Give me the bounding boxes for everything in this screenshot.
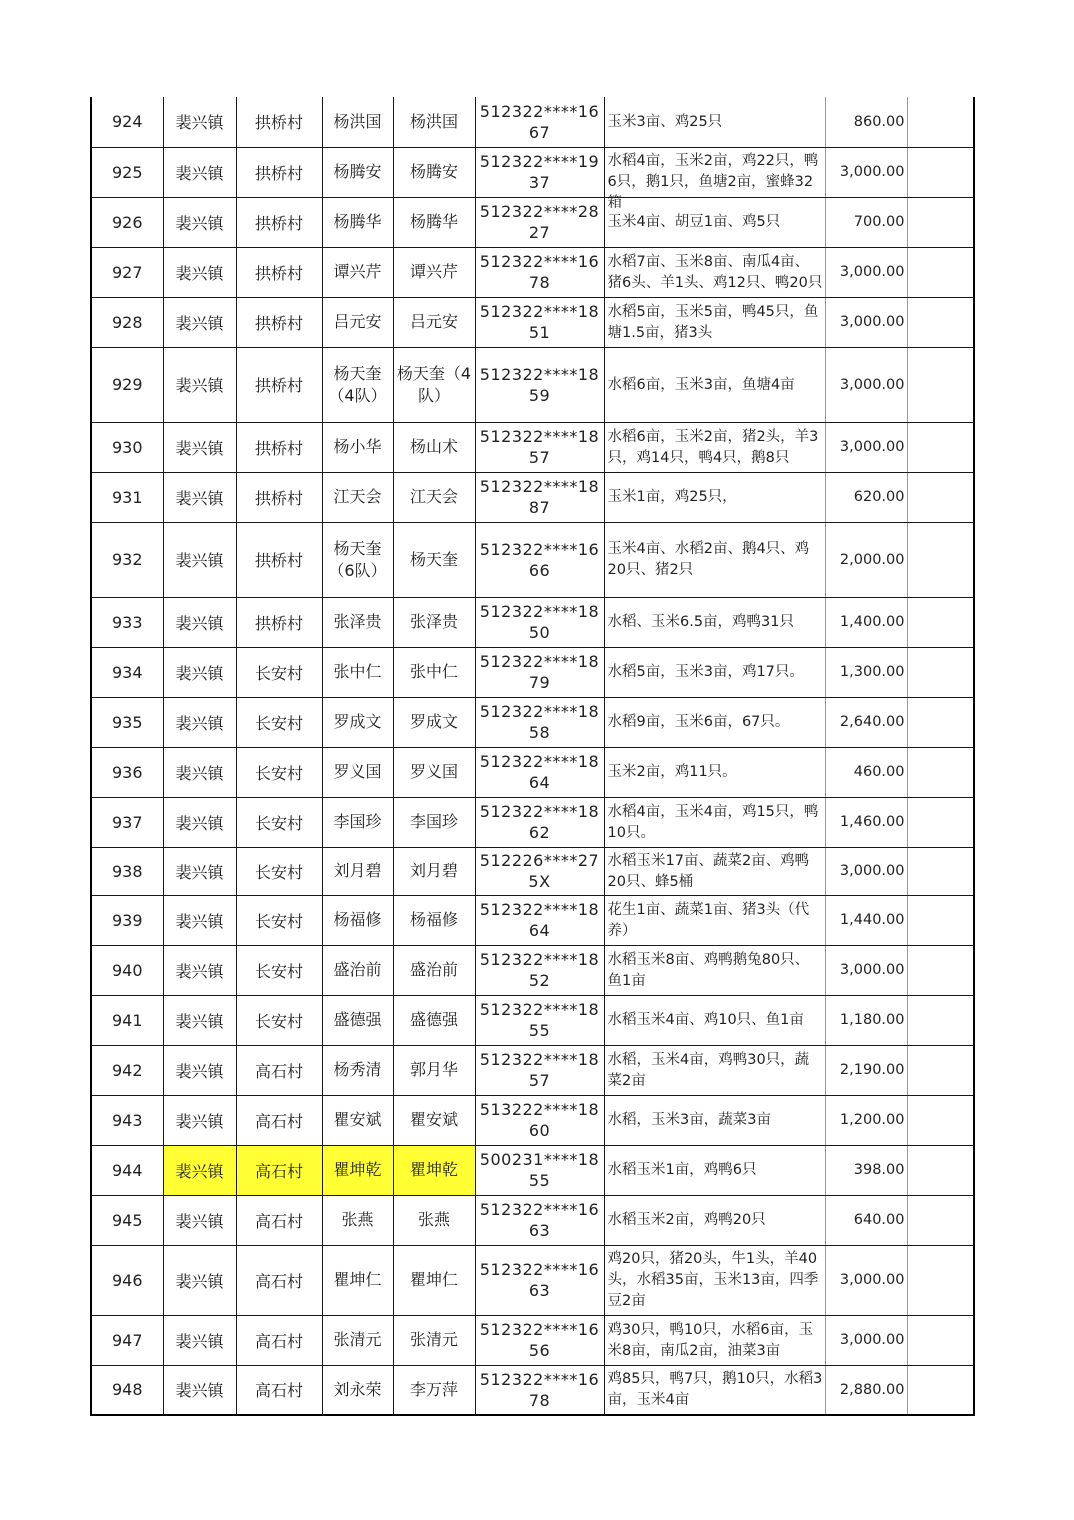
id-number-cell: 512322****1667 [475,97,604,147]
name-cell: 罗义国 [322,747,393,797]
name-cell: 杨小华 [322,422,393,472]
amount-cell: 3,000.00 [825,247,907,297]
row-number-cell: 931 [91,472,163,522]
description-cell [604,1245,825,1315]
description-cell [604,97,825,147]
payee-cell: 杨福修 [393,895,475,945]
row-number-cell: 941 [91,995,163,1045]
table-row [91,422,974,472]
village-cell: 拱桥村 [236,522,322,597]
payee-cell: 李国珍 [393,797,475,847]
amount-cell: 3,000.00 [825,847,907,895]
table-row [91,1045,974,1095]
id-number-cell: 512322****1855 [475,995,604,1045]
town-cell: 裴兴镇 [163,847,236,895]
town-cell: 裴兴镇 [163,1095,236,1145]
description-cell [604,747,825,797]
empty-cell [907,945,974,995]
town-cell: 裴兴镇 [163,1365,236,1415]
village-cell: 长安村 [236,945,322,995]
empty-cell [907,797,974,847]
amount-cell: 1,400.00 [825,597,907,647]
amount-cell: 700.00 [825,197,907,247]
description-cell [604,945,825,995]
payee-cell: 吕元安 [393,297,475,347]
village-cell: 拱桥村 [236,597,322,647]
name-cell: 杨福修 [322,895,393,945]
payee-cell: 瞿坤仁 [393,1245,475,1315]
village-cell: 拱桥村 [236,147,322,197]
row-number-cell: 946 [91,1245,163,1315]
town-cell: 裴兴镇 [163,697,236,747]
town-cell: 裴兴镇 [163,472,236,522]
row-number-cell: 937 [91,797,163,847]
payee-cell: 罗义国 [393,747,475,797]
empty-cell [907,347,974,422]
id-number-cell: 512322****1879 [475,647,604,697]
name-cell: 李国珍 [322,797,393,847]
amount-cell: 398.00 [825,1145,907,1195]
village-cell: 长安村 [236,697,322,747]
name-cell: 杨秀清 [322,1045,393,1095]
id-number-cell: 512322****1864 [475,895,604,945]
row-number-cell: 943 [91,1095,163,1145]
town-cell: 裴兴镇 [163,1195,236,1245]
id-number-cell: 512322****1663 [475,1245,604,1315]
payee-cell: 郭月华 [393,1045,475,1095]
town-cell: 裴兴镇 [163,1145,236,1195]
empty-cell [907,522,974,597]
empty-cell [907,1095,974,1145]
id-number-cell: 512322****1858 [475,697,604,747]
table-row [91,1095,974,1145]
description-text: 花生1亩、蔬菜1亩、猪3头（代养） [607,901,810,939]
table-row [91,472,974,522]
village-cell: 高石村 [236,1195,322,1245]
town-cell: 裴兴镇 [163,1245,236,1315]
name-cell: 盛治前 [322,945,393,995]
payee-cell: 盛治前 [393,945,475,995]
table-row [91,697,974,747]
amount-cell: 3,000.00 [825,422,907,472]
empty-cell [907,472,974,522]
table-row [91,945,974,995]
description-text: 水稻4亩，玉米4亩，鸡15只，鸭10只。 [607,803,819,841]
row-number-cell: 936 [91,747,163,797]
id-number-cell: 512322****2827 [475,197,604,247]
town-cell: 裴兴镇 [163,895,236,945]
table-row [91,522,974,597]
village-cell: 拱桥村 [236,297,322,347]
description-text: 水稻玉米8亩、鸡鸭鹅兔80只、鱼1亩 [607,951,810,989]
description-text: 水稻玉米17亩、蔬菜2亩、鸡鸭20只、蜂5桶 [607,852,810,890]
description-cell [604,147,825,211]
description-cell [604,472,825,522]
description-cell [604,597,825,647]
empty-cell [907,1245,974,1315]
description-text: 鸡30只，鸭10只，水稻6亩，玉米8亩，南瓜2亩，油菜3亩 [607,1321,814,1359]
id-number-cell: 512322****1862 [475,797,604,847]
description-text: 水稻玉米2亩，鸡鸭20只 [607,1212,766,1228]
payee-cell: 罗成文 [393,697,475,747]
empty-cell [907,97,974,147]
row-number-cell: 945 [91,1195,163,1245]
name-cell: 杨腾安 [322,147,393,197]
payee-cell: 刘月碧 [393,847,475,895]
description-text: 水稻6亩，玉米3亩，鱼塘4亩 [607,376,795,393]
name-cell: 杨腾华 [322,197,393,247]
description-text: 鸡20只，猪20头，牛1头，羊40头，水稻35亩，玉米13亩，四季豆2亩 [607,1251,819,1309]
id-number-cell: 512322****1850 [475,597,604,647]
empty-cell [907,847,974,895]
description-cell [604,197,825,247]
id-number-cell: 512322****1851 [475,297,604,347]
description-cell [604,797,825,847]
name-cell: 罗成文 [322,697,393,747]
town-cell: 裴兴镇 [163,1045,236,1095]
id-number-cell: 512322****1937 [475,147,604,197]
amount-cell: 1,180.00 [825,995,907,1045]
id-number-cell: 512322****1852 [475,945,604,995]
empty-cell [907,1315,974,1365]
empty-cell [907,147,974,197]
table-row [91,297,974,347]
town-cell: 裴兴镇 [163,247,236,297]
payee-cell: 杨腾华 [393,197,475,247]
id-number-cell: 500231****1855 [475,1145,604,1195]
table-row [91,647,974,697]
village-cell: 高石村 [236,1365,322,1415]
village-cell: 高石村 [236,1245,322,1315]
row-number-cell: 933 [91,597,163,647]
description-text: 水稻玉米1亩，鸡鸭6只 [607,1162,757,1178]
village-cell: 长安村 [236,895,322,945]
row-number-cell: 948 [91,1365,163,1415]
payee-cell: 瞿安斌 [393,1095,475,1145]
description-text: 水稻玉米4亩、鸡10只、鱼1亩 [607,1012,804,1028]
id-number-cell: 512322****1857 [475,422,604,472]
row-number-cell: 929 [91,347,163,422]
table-row [91,895,974,945]
row-number-cell: 926 [91,197,163,247]
payee-cell: 杨腾安 [393,147,475,197]
description-text: 水稻，玉米3亩，蔬菜3亩 [607,1112,771,1128]
town-cell: 裴兴镇 [163,347,236,422]
payee-cell: 盛德强 [393,995,475,1045]
id-number-cell: 512322****1859 [475,347,604,422]
payee-cell: 谭兴芹 [393,247,475,297]
village-cell: 拱桥村 [236,247,322,297]
empty-cell [907,995,974,1045]
table-row [91,1195,974,1245]
id-number-cell: 513222****1860 [475,1095,604,1145]
name-cell: 张燕 [322,1195,393,1245]
town-cell: 裴兴镇 [163,945,236,995]
description-text: 玉米3亩、鸡25只 [607,113,723,130]
village-cell: 高石村 [236,1145,322,1195]
town-cell: 裴兴镇 [163,422,236,472]
empty-cell [907,895,974,945]
name-cell: 张中仁 [322,647,393,697]
empty-cell [907,297,974,347]
description-text: 鸡85只，鸭7只，鹅10只，水稻3亩，玉米4亩 [607,1371,823,1409]
town-cell: 裴兴镇 [163,747,236,797]
table-row [91,995,974,1045]
table-row [91,847,974,895]
village-cell: 高石村 [236,1045,322,1095]
empty-cell [907,597,974,647]
name-cell: 吕元安 [322,297,393,347]
empty-cell [907,1365,974,1415]
row-number-cell: 935 [91,697,163,747]
village-cell: 拱桥村 [236,472,322,522]
description-cell [604,522,825,597]
table-row [91,1145,974,1195]
empty-cell [907,247,974,297]
village-cell: 拱桥村 [236,197,322,247]
table-row [91,97,974,147]
description-text: 水稻5亩，玉米3亩，鸡17只。 [607,664,804,680]
name-cell: 瞿安斌 [322,1095,393,1145]
empty-cell [907,747,974,797]
name-cell: 杨洪国 [322,97,393,147]
payee-cell: 张燕 [393,1195,475,1245]
amount-cell: 3,000.00 [825,147,907,197]
town-cell: 裴兴镇 [163,797,236,847]
description-text: 水稻，玉米4亩，鸡鸭30只，蔬菜2亩 [607,1051,810,1089]
name-cell: 谭兴芹 [322,247,393,297]
village-cell: 拱桥村 [236,97,322,147]
row-number-cell: 944 [91,1145,163,1195]
amount-cell: 3,000.00 [825,297,907,347]
table-row [91,747,974,797]
payee-cell: 江天会 [393,472,475,522]
amount-cell: 3,000.00 [825,347,907,422]
town-cell: 裴兴镇 [163,147,236,197]
amount-cell: 1,440.00 [825,895,907,945]
town-cell: 裴兴镇 [163,1315,236,1365]
payee-cell: 张清元 [393,1315,475,1365]
payee-cell: 李万萍 [393,1365,475,1415]
row-number-cell: 939 [91,895,163,945]
name-cell: 杨天奎（6队） [322,522,393,597]
row-number-cell: 940 [91,945,163,995]
amount-cell: 2,000.00 [825,522,907,597]
description-text: 玉米2亩，鸡11只。 [607,764,737,780]
empty-cell [907,697,974,747]
table-row [91,1315,974,1365]
empty-cell [907,1145,974,1195]
row-number-cell: 924 [91,97,163,147]
empty-cell [907,422,974,472]
description-text: 水稻5亩，玉米5亩，鸭45只，鱼塘1.5亩，猪3头 [607,303,819,341]
payee-cell: 张中仁 [393,647,475,697]
table-row [91,597,974,647]
subsidy-table [90,97,975,1416]
table-row [91,347,974,422]
description-cell [604,422,825,472]
description-cell [604,697,825,747]
table-row [91,1365,974,1415]
amount-cell: 2,640.00 [825,697,907,747]
village-cell: 长安村 [236,995,322,1045]
name-cell: 张泽贵 [322,597,393,647]
description-cell [604,297,825,347]
amount-cell: 1,460.00 [825,797,907,847]
table-row [91,797,974,847]
row-number-cell: 932 [91,522,163,597]
description-text: 玉米4亩、胡豆1亩、鸡5只 [607,214,781,230]
payee-cell: 杨洪国 [393,97,475,147]
description-cell [604,247,825,297]
table-row [91,1245,974,1315]
description-text: 水稻9亩，玉米6亩，67只。 [607,714,790,730]
description-cell [604,995,825,1045]
id-number-cell: 512322****1663 [475,1195,604,1245]
town-cell: 裴兴镇 [163,995,236,1045]
empty-cell [907,1045,974,1095]
name-cell: 刘月碧 [322,847,393,895]
village-cell: 长安村 [236,797,322,847]
payee-cell: 杨天奎 [393,522,475,597]
description-cell [604,347,825,422]
empty-cell [907,1195,974,1245]
description-text: 水稻6亩，玉米2亩，猪2头，羊3只，鸡14只，鸭4只，鹅8只 [607,428,819,466]
description-cell [604,1045,825,1095]
row-number-cell: 927 [91,247,163,297]
description-text: 水稻、玉米6.5亩，鸡鸭31只 [607,614,795,630]
name-cell: 盛德强 [322,995,393,1045]
town-cell: 裴兴镇 [163,647,236,697]
town-cell: 裴兴镇 [163,597,236,647]
amount-cell: 1,300.00 [825,647,907,697]
description-text: 水稻4亩，玉米2亩，鸡22只，鸭6只，鹅1只，鱼塘2亩，蜜蜂32箱 [607,152,819,211]
amount-cell: 460.00 [825,747,907,797]
description-cell [604,647,825,697]
amount-cell: 1,200.00 [825,1095,907,1145]
description-text: 玉米1亩，鸡25只， [607,489,737,505]
name-cell: 杨天奎（4队） [322,347,393,422]
description-cell [604,1145,825,1195]
town-cell: 裴兴镇 [163,297,236,347]
amount-cell: 2,880.00 [825,1365,907,1415]
amount-cell: 640.00 [825,1195,907,1245]
description-text: 水稻7亩、玉米8亩、南瓜4亩、猪6头、羊1头、鸡12只、鸭20只 [607,253,823,291]
description-cell [604,847,825,895]
description-cell [604,1365,825,1415]
description-cell [604,1315,825,1365]
id-number-cell: 512322****1887 [475,472,604,522]
id-number-cell: 512226****275X [475,847,604,895]
id-number-cell: 512322****1678 [475,247,604,297]
name-cell: 瞿坤仁 [322,1245,393,1315]
amount-cell: 860.00 [825,97,907,147]
name-cell: 刘永荣 [322,1365,393,1415]
amount-cell: 2,190.00 [825,1045,907,1095]
row-number-cell: 934 [91,647,163,697]
description-cell [604,1195,825,1245]
name-cell: 瞿坤乾 [322,1145,393,1195]
id-number-cell: 512322****1864 [475,747,604,797]
amount-cell: 3,000.00 [825,945,907,995]
name-cell: 张清元 [322,1315,393,1365]
description-text: 玉米4亩、水稻2亩、鹅4只、鸡20只、猪2只 [607,541,810,578]
table-row [91,147,974,197]
row-number-cell: 938 [91,847,163,895]
amount-cell: 3,000.00 [825,1315,907,1365]
town-cell: 裴兴镇 [163,197,236,247]
row-number-cell: 942 [91,1045,163,1095]
village-cell: 拱桥村 [236,347,322,422]
payee-cell: 杨山术 [393,422,475,472]
id-number-cell: 512322****1656 [475,1315,604,1365]
row-number-cell: 928 [91,297,163,347]
village-cell: 长安村 [236,647,322,697]
id-number-cell: 512322****1678 [475,1365,604,1415]
town-cell: 裴兴镇 [163,97,236,147]
village-cell: 拱桥村 [236,422,322,472]
village-cell: 长安村 [236,847,322,895]
amount-cell: 620.00 [825,472,907,522]
table-row [91,247,974,297]
empty-cell [907,197,974,247]
empty-cell [907,647,974,697]
id-number-cell: 512322****1857 [475,1045,604,1095]
town-cell: 裴兴镇 [163,522,236,597]
payee-cell: 杨天奎（4队） [393,347,475,422]
row-number-cell: 930 [91,422,163,472]
village-cell: 高石村 [236,1315,322,1365]
name-cell: 江天会 [322,472,393,522]
village-cell: 长安村 [236,747,322,797]
payee-cell: 张泽贵 [393,597,475,647]
row-number-cell: 925 [91,147,163,197]
id-number-cell: 512322****1666 [475,522,604,597]
village-cell: 高石村 [236,1095,322,1145]
row-number-cell: 947 [91,1315,163,1365]
description-cell [604,895,825,945]
amount-cell: 3,000.00 [825,1245,907,1315]
description-cell [604,1095,825,1145]
payee-cell: 瞿坤乾 [393,1145,475,1195]
table-row [91,197,974,247]
